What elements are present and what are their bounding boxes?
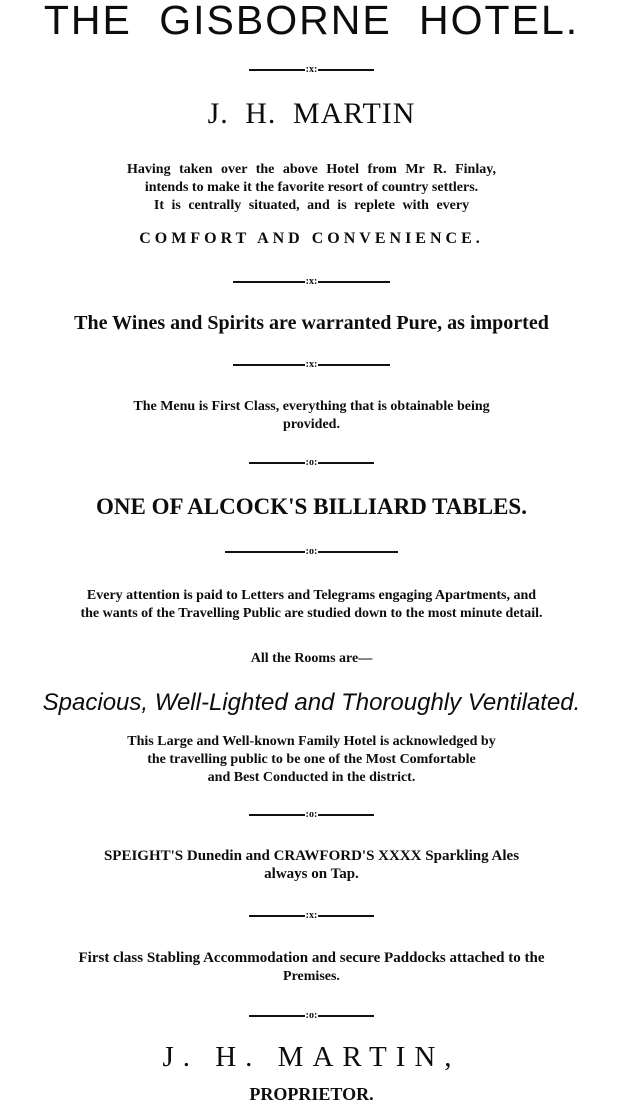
ales-line-2: always on Tap.	[264, 866, 359, 882]
menu-line-1: The Menu is First Class, everything that is obtainable being	[133, 399, 490, 414]
rooms-description: Spacious, Well-Lighted and Thoroughly Ventilated.	[42, 689, 581, 716]
stabling-line-2: Premises.	[283, 969, 340, 984]
hotel-name-heading: THE GISBORNE HOTEL.	[43, 0, 580, 43]
divider-ornament: :x:	[305, 64, 318, 75]
intro-line-2: intends to make it the favorite resort of country settlers.	[144, 180, 479, 195]
rooms-intro: All the Rooms are—	[250, 651, 373, 666]
divider-1	[0, 64, 623, 76]
stabling-line-1: First class Stabling Accommodation and secure Paddocks attached to the	[78, 950, 545, 966]
divider-ornament: :o:	[305, 809, 318, 820]
comfort-convenience: COMFORT AND CONVENIENCE.	[139, 230, 484, 247]
menu-line-2: provided.	[283, 417, 340, 432]
divider-2	[0, 276, 623, 288]
reputation-line-1: This Large and Well-known Family Hotel is acknowledged by	[127, 734, 496, 749]
billiard-tables: ONE OF ALCOCK'S BILLIARD TABLES.	[96, 494, 527, 519]
proprietor-name-top: J. H. MARTIN	[207, 97, 416, 130]
divider-4	[0, 457, 623, 469]
divider-7	[0, 910, 623, 922]
divider-ornament: :o:	[305, 457, 318, 468]
attention-line-1: Every attention is paid to Letters and Telegrams engaging Apartments, and	[86, 588, 537, 603]
divider-ornament: :o:	[305, 1010, 318, 1021]
reputation-line-3: and Best Conducted in the district.	[207, 770, 416, 785]
divider-ornament: :o:	[305, 546, 318, 557]
divider-ornament: :x:	[305, 910, 318, 921]
proprietor-title: PROPRIETOR.	[249, 1084, 374, 1104]
attention-line-2: the wants of the Travelling Public are studied down to the most minute detail.	[80, 606, 543, 621]
divider-3	[0, 359, 623, 371]
proprietor-name-bottom: J. H. MARTIN,	[162, 1041, 461, 1073]
intro-line-3: It is centrally situated, and is replete with every	[153, 198, 470, 213]
wines-spirits: The Wines and Spirits are warranted Pure, as imported	[74, 312, 549, 334]
divider-ornament: :x:	[305, 359, 318, 370]
divider-5	[0, 546, 623, 558]
divider-ornament: :x:	[305, 276, 318, 287]
intro-line-1: Having taken over the above Hotel from Mr R. Finlay,	[127, 162, 496, 177]
divider-8	[0, 1010, 623, 1022]
reputation-line-2: the travelling public to be one of the Most Comfortable	[147, 752, 476, 767]
ales-line-1: SPEIGHT'S Dunedin and CRAWFORD'S XXXX Sparkling Ales	[103, 848, 520, 864]
divider-6	[0, 809, 623, 821]
